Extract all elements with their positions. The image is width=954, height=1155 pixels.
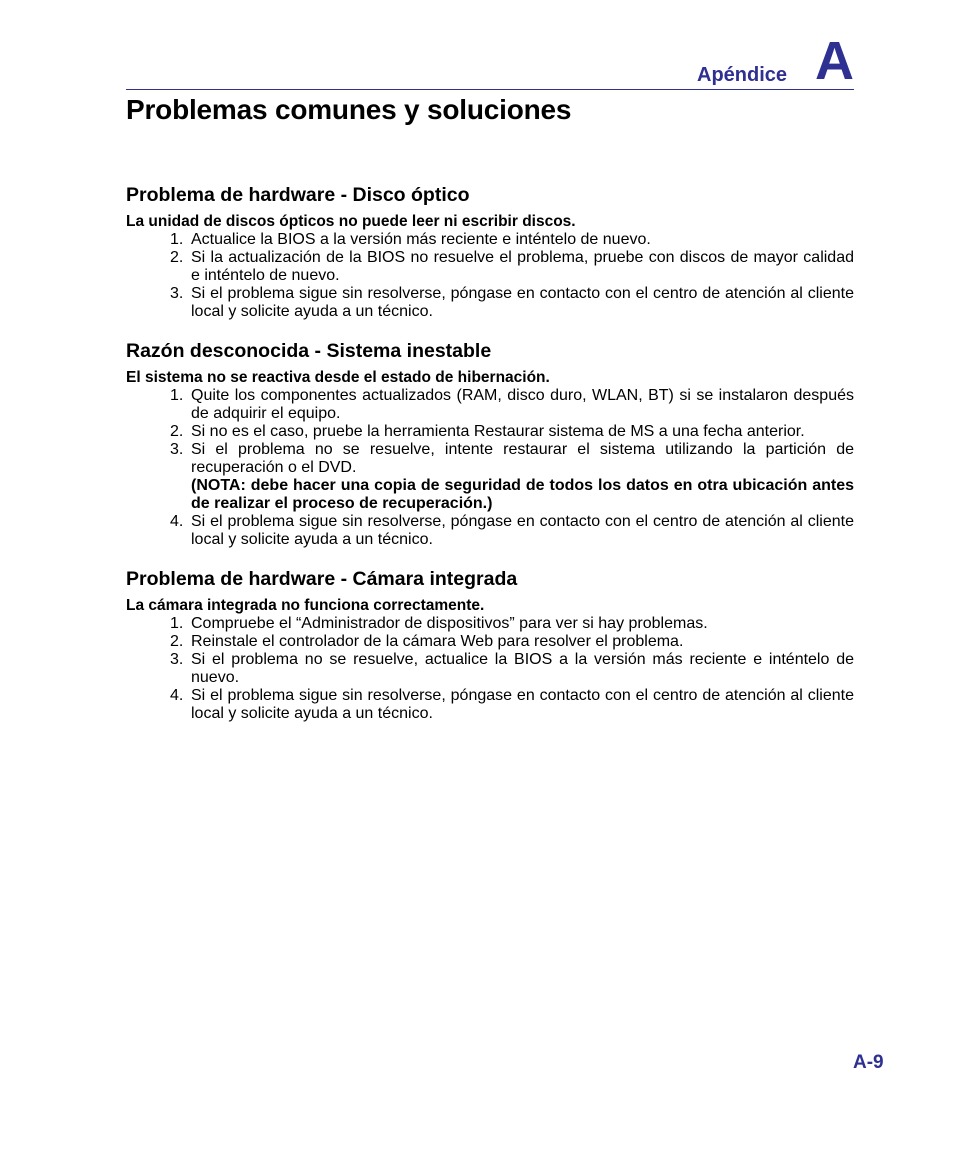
header-label: Apéndice xyxy=(697,64,788,86)
list-item xyxy=(126,615,854,633)
step-text: Si el problema no se resuelve, actualice la BIOS a la versión más reciente e inténtelo de nuevo. xyxy=(191,651,854,686)
step-number: 1. xyxy=(170,615,184,632)
step-text: Si el problema sigue sin resolverse, póngase en contacto con el centro de atención al cliente local y solicite ayuda a un técnico. xyxy=(191,285,854,320)
list-item xyxy=(126,249,854,285)
step-number: 4. xyxy=(170,687,184,704)
step-text: Si no es el caso, pruebe la herramienta Restaurar sistema de MS a una fecha anterior. xyxy=(191,423,805,440)
section-title: Problema de hardware - Cámara integrada xyxy=(126,568,518,590)
step-number: 2. xyxy=(170,249,184,266)
step-text: Si el problema sigue sin resolverse, póngase en contacto con el centro de atención al cliente local y solicite ayuda a un técnico. xyxy=(191,513,854,548)
steps-list xyxy=(126,387,854,549)
section-optical-drive xyxy=(126,183,854,321)
step-text: Si el problema sigue sin resolverse, póngase en contacto con el centro de atención al cliente local y solicite ayuda a un técnico. xyxy=(191,687,854,722)
list-item xyxy=(126,513,854,549)
step-text: Compruebe el “Administrador de dispositivos” para ver si hay problemas. xyxy=(191,615,708,632)
header-appendix-letter: A xyxy=(815,31,854,91)
step-number: 3. xyxy=(170,651,184,668)
step-text: Reinstale el controlador de la cámara Web para resolver el problema. xyxy=(191,633,684,650)
symptom: El sistema no se reactiva desde el estado de hibernación. xyxy=(126,369,550,386)
list-item xyxy=(126,687,854,723)
list-item xyxy=(126,633,854,651)
symptom: La cámara integrada no funciona correctamente. xyxy=(126,597,485,614)
symptom: La unidad de discos ópticos no puede leer ni escribir discos. xyxy=(126,213,576,230)
section-title: Problema de hardware - Disco óptico xyxy=(126,184,470,206)
step-note: (NOTA: debe hacer una copia de seguridad de todos los datos en otra ubicación antes de realizar el proceso de recuperación.) xyxy=(191,477,854,512)
content xyxy=(126,183,854,723)
page-title: Problemas comunes y soluciones xyxy=(126,94,572,125)
step-number: 4. xyxy=(170,513,184,530)
step-number: 1. xyxy=(170,387,184,404)
list-item xyxy=(126,285,854,321)
step-text: Actualice la BIOS a la versión más reciente e inténtelo de nuevo. xyxy=(191,231,651,248)
list-item xyxy=(126,441,854,513)
steps-list xyxy=(126,231,854,321)
list-item xyxy=(126,231,854,249)
step-text: Quite los componentes actualizados (RAM, disco duro, WLAN, BT) si se instalaron después de adquirir el equipo. xyxy=(191,387,854,422)
step-number: 2. xyxy=(170,633,184,650)
step-number: 1. xyxy=(170,231,184,248)
page-number: A-9 xyxy=(853,1052,884,1073)
step-text: Si el problema no se resuelve, intente restaurar el sistema utilizando la partición de recuperación o el DVD. xyxy=(191,441,854,476)
step-number: 3. xyxy=(170,285,184,302)
step-text: Si la actualización de la BIOS no resuelve el problema, pruebe con discos de mayor calidad e inténtelo de nuevo. xyxy=(191,249,854,284)
header-rule xyxy=(126,89,854,90)
list-item xyxy=(126,387,854,423)
list-item xyxy=(126,651,854,687)
section-unstable-system xyxy=(126,339,854,549)
steps-list xyxy=(126,615,854,723)
section-title: Razón desconocida - Sistema inestable xyxy=(126,340,492,362)
step-number: 3. xyxy=(170,441,184,458)
list-item xyxy=(126,423,854,441)
section-integrated-camera xyxy=(126,567,854,723)
step-number: 2. xyxy=(170,423,184,440)
